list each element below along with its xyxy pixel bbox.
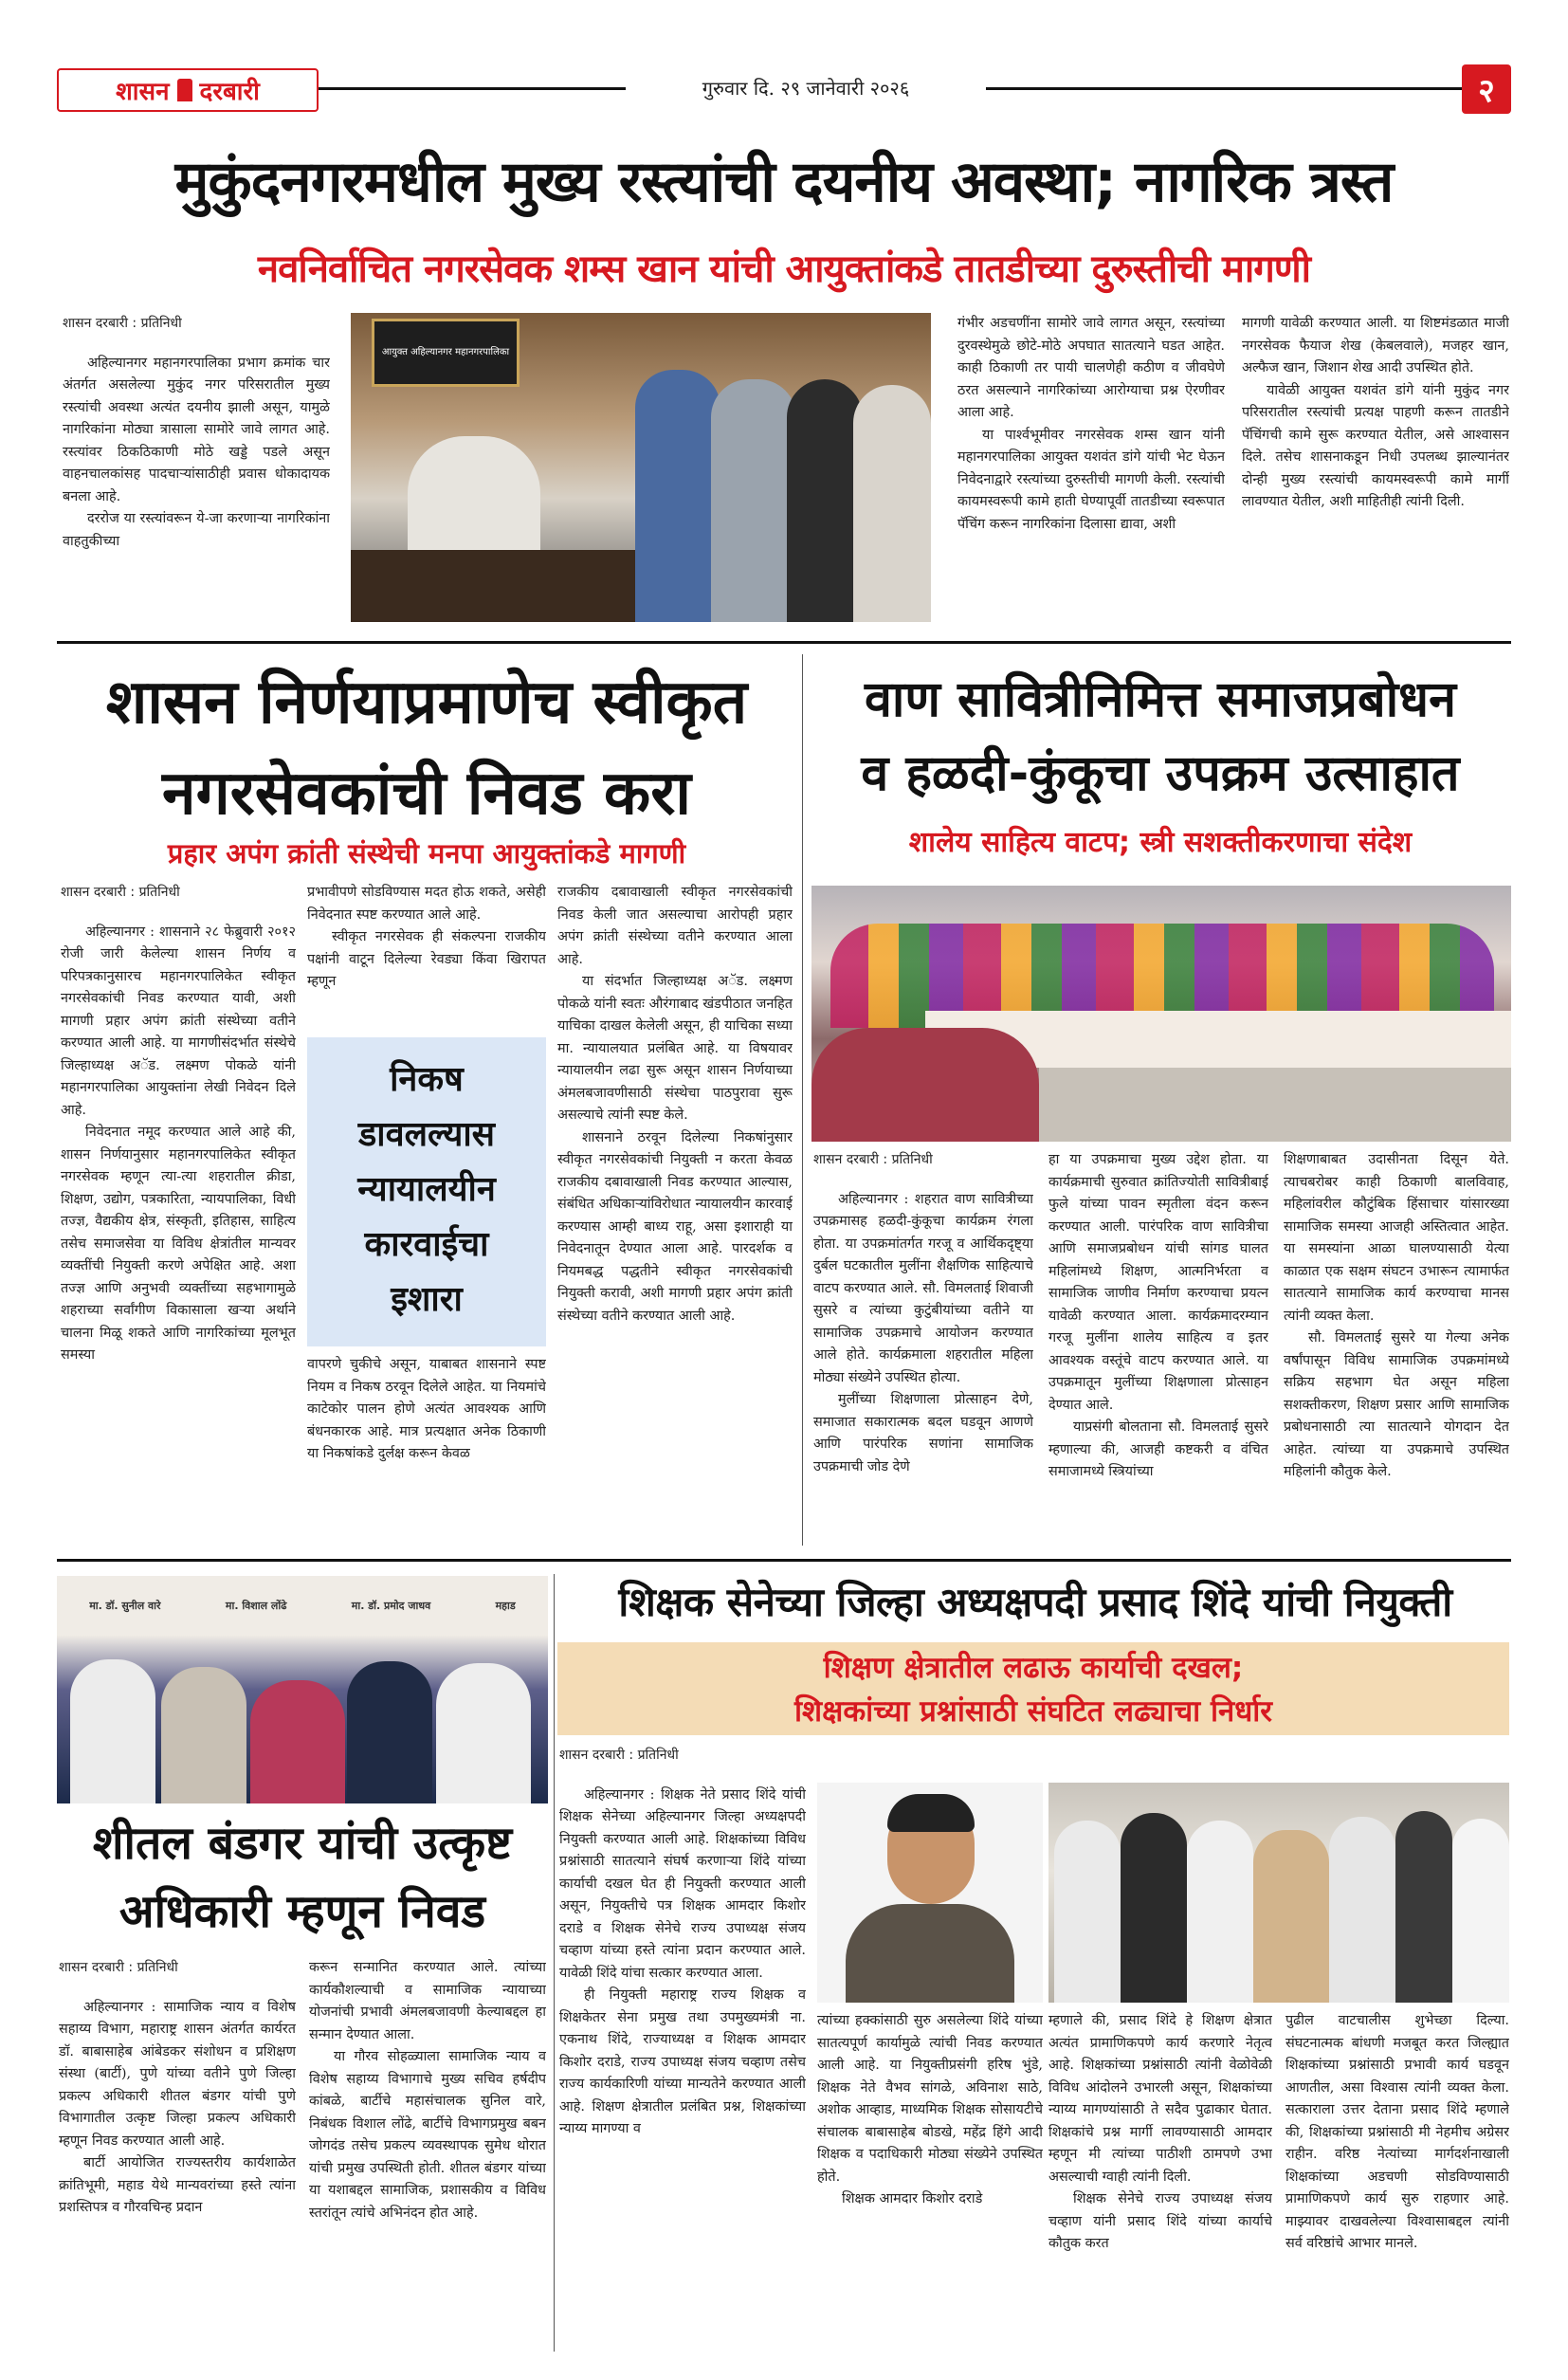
story3-headline-line2: व हळदी-कुंकूचा उपक्रम उत्साहात [861,745,1460,802]
page-number-badge [1462,64,1511,114]
story2-subhead: प्रहार अपंग क्रांती संस्थेची मनपा आयुक्तांकडे मागणी [167,837,686,870]
section-divider [57,1559,1511,1562]
office-nameplate: आयुक्त अहिल्यानगर महानगरपालिका [372,319,520,387]
group-figure [1329,1817,1395,2003]
story2-col2-top: प्रभावीपणे सोडविण्यास मदत होऊ शकते, असेही निवेदनात स्पष्ट करण्यात आले आहे. स्वीकृत नगरसेवक ही संकल्पना राजकीय पक्षांनी वाटून दिलेल्या रेवड्या किंवा खिरापत म्हणून [307,885,546,989]
awardee-figure [250,1680,345,1803]
brand-logo [57,68,319,112]
group-figure [1452,1819,1509,2003]
brand-left: शासन [116,78,170,106]
story3-subhead: शालेय साहित्य वाटप; स्त्री सशक्तीकरणाचा संदेश [908,826,1413,859]
story5-col2: त्यांच्या हक्कांसाठी सुरु असलेल्या शिंदे यांच्या सातत्यपूर्ण कार्यामुळे त्यांची निवड करण्यात आली आहे. या नियुक्तीप्रसंगी हरिष भुंडे, शिक्षक नेते वैभव सांगळे, अविनाश साठे, अशोक आव्हाड, माध्यमिक शिक्षक सोसायटीचे संचालक बाबासाहेब बोडखे, महेंद्र हिंगे आदी शिक्षक व पदाधिकारी मोठ्या संख्येने उपस्थित होते. शिक्षक आमदार किशोर दराडे [817,2013,1043,2206]
story1-col3: मागणी यावेळी करण्यात आली. या शिष्टमंडळात माजी नगरसेवक फैयाज शेख (केबलवाले), मजहर खान, अल्फैज खान, जिशान शेख आदी उपस्थित होते. यावेळी आयुक्त यशवंत डांगे यांनी मुकुंद नगर परिसरातील रस्त्यांची प्रत्यक्ष पाहणी करून तातडीने पॅचिंगची कामे सुरू करण्यात येतील, असे आश्वासन दिले. तसेच शासनाकडून निधी उपलब्ध झाल्यानंतर दोन्ही मुख्य रस्त्यांची कायमस्वरूपी कामे मार्गी लावण्यात येतील, अशी माहितीही त्यांनी दिली. [1242,316,1509,509]
group-figure [1054,1821,1121,2003]
story4-headline-line2: अधिकारी म्हणून निवड [119,1885,486,1938]
story3-byline: शासन दरबारी : प्रतिनिधी [813,1152,933,1167]
column-divider [802,654,803,1546]
story1-col1: शासन दरबारी : प्रतिनिधी अहिल्यानगर महानगरपालिका प्रभाग क्रमांक चार अंतर्गत असलेल्या मुकुंद नगर परिसरातील मुख्य रस्त्यांची अवस्था अत्यंत दयनीय झाली असून, यामुळे नागरिकांना मोठ्या त्रासाला सामोरे जावे लागत आहे. रस्त्यांवर ठिकठिकाणी मोठे खड्डे पडले असून वाहनचालकांसह पादचाऱ्यांसाठीही प्रवास धोकादायक बनला आहे. दररोज या रस्त्यांवरून ये-जा करणाऱ्या नागरिकांना वाहतुकीच्या [63,313,330,626]
portrait-hair [887,1794,975,1832]
group-figure [1395,1811,1452,2003]
story3-headline-line1: वाण सावित्रीनिमित्त समाजप्रबोधन [864,671,1457,728]
desk [351,550,664,622]
dignitary-figure [347,1661,432,1803]
story2-headline-line1: शासन निर्णयाप्रमाणेच स्वीकृत [105,668,748,738]
story5-subhead-line1: शिक्षण क्षेत्रातील लढाऊ कार्याची दखल; [823,1651,1244,1685]
story2-col3: राजकीय दबावाखाली स्वीकृत नगरसेवकांची निवड केली जात असल्याचा आरोपही प्रहार अपंग क्रांती संस्थेच्या वतीने करण्यात आला आहे. या संदर्भात जिल्हाध्यक्ष अॅड. लक्ष्मण पोकळे यांनी स्वतः औरंगाबाद खंडपीठात जनहित याचिका दाखल केलेली असून, ही याचिका सध्या मा. न्यायालयात प्रलंबित आहे. या विषयावर न्यायालयीन लढा सुरू असून शासन निर्णयाच्या अंमलबजावणीसाठी संस्थेचा पाठपुरावा सुरू असल्याचे त्यांनी स्पष्ट केले. शासनाने ठरवून दिलेल्या निकषांनुसार स्वीकृत नगरसेवकांची नियुक्ती न करता केवळ राजकीय दबावाखाली निवड करण्यात आल्यास, संबंधित अधिकाऱ्यांविरोधात न्यायालयीन कारवाई करण्यास आम्ही बाध्य राहू, असा इशाराही या निवेदनातून देण्यात आला आहे. पारदर्शक व नियमबद्ध पद्धतीने स्वीकृत नगरसेवकांची नियुक्ती करावी, अशी मागणी प्रहार अपंग क्रांती संस्थेच्या वतीने करण्यात आली आहे. [557,885,793,1324]
column-divider [554,1574,555,2352]
page-number: २ [1478,72,1495,110]
story3-photo [811,886,1511,1142]
dignitary-figure [161,1667,246,1803]
floor [1039,1068,1511,1142]
brand-right: दरबारी [199,78,260,106]
story5-col3: म्हणाले की, प्रसाद शिंदे हे शिक्षण क्षेत्रात अत्यंत प्रामाणिकपणे कार्य करणारे नेतृत्व आहे. शिक्षकांच्या प्रश्नांसाठी त्यांनी वेळोवेळी विविध आंदोलने उभारली असून, शिक्षकांच्या न्याय्य मागण्यांसाठी ते सदैव पुढाकार घेतात. शिक्षकांचे प्रश्न मार्गी लावण्यासाठी आमदार म्हणून मी त्यांच्या पाठीशी ठामपणे उभा असल्याची ग्वाही त्यांनी दिली. शिक्षक सेनेचे राज्य उपाध्यक्ष संजय चव्हाण यांनी प्रसाद शिंदे यांच्या कार्याचे कौतुक करत [1048,2013,1272,2251]
date-box [626,68,986,106]
masthead [57,64,1511,116]
story1-subhead: नवनिर्वाचित नगरसेवक शम्स खान यांची आयुक्तांकडे तातडीच्या दुरुस्तीची मागणी [257,247,1311,291]
group-figure [1187,1821,1253,2003]
story5-subhead-band [557,1642,1509,1735]
story5-byline: शासन दरबारी : प्रतिनिधी [559,1748,679,1763]
stage-banner: मा. डॉ. सुनील वारे मा. विशाल लोंढे मा. डॉ. प्रमोद जाधव महाड [89,1599,516,1612]
group-figure [1121,1813,1187,2003]
group-figure [1253,1830,1329,2003]
story2-byline: शासन दरबारी : प्रतिनिधी [61,885,180,900]
story4-byline: शासन दरबारी : प्रतिनिधी [59,1960,178,1975]
story5-headline: शिक्षक सेनेच्या जिल्हा अध्यक्षपदी प्रसाद शिंदे यांची नियुक्ती [618,1579,1452,1625]
group-figure [787,379,863,622]
story2-headline-line2: नगरसेवकांची निवड करा [162,759,691,829]
story5-col1: शासन दरबारी : प्रतिनिधी अहिल्यानगर : शिक्षक नेते प्रसाद शिंदे यांची शिक्षक सेनेच्या अहिल्यानगर जिल्हा अध्यक्षपदी नियुक्ती करण्यात आली आहे. शिक्षकांच्या विविध प्रश्नांसाठी सातत्याने संघर्ष करणाऱ्या शिंदे यांच्या कार्याची दखल घेत ही नियुक्ती करण्यात आली असून, नियुक्तीचे पत्र शिक्षक आमदार किशोर दराडे व शिक्षक सेनेचे राज्य उपाध्यक्ष संजय चव्हाण यांच्या हस्ते त्यांना प्रदान करण्यात आले. यावेळी शिंदे यांचा सत्कार करण्यात आला. ही नियुक्ती महाराष्ट्र राज्य शिक्षक व शिक्षकेतर सेना प्रमुख तथा उपमुख्यमंत्री ना. एकनाथ शिंदे, राज्याध्यक्ष व शिक्षक आमदार किशोर दराडे, राज्य उपाध्यक्ष संजय चव्हाण तसेच राज्य कार्यकारिणी यांच्या मान्यतेने करण्यात आली आहे. शिक्षण क्षेत्रातील प्रलंबित प्रश्न, शिक्षकांच्या न्याय्य मागण्या व [559,1745,806,2333]
group-figure [711,379,796,622]
story5-portrait [817,1783,1043,2003]
story5-subhead-line2: शिक्षकांच्या प्रश्नांसाठी संघटित लढ्याचा निर्धार [794,1694,1272,1729]
story1-photo [351,313,931,622]
story1-headline: मुकुंदनगरमधील मुख्य रस्त्यांची दयनीय अवस्था; नागरिक त्रस्त [174,149,1394,215]
story2-col1: शासन दरबारी : प्रतिनिधी अहिल्यानगर : शासनाने २८ फेब्रुवारी २०१२ रोजी जारी केलेल्या शासन निर्णय व परिपत्रकानुसारच महानगरपालिकेत स्वीकृत नगरसेवकांची निवड करण्यात यावी, अशी मागणी प्रहार अपंग क्रांती संस्थेच्या वतीने करण्यात आली आहे. या मागणीसंदर्भात संस्थेचे जिल्हाध्यक्ष अॅड. लक्ष्मण पोकळे यांनी महानगरपालिका आयुक्तांना लेखी निवेदन दिले आहे. निवेदनात नमूद करण्यात आले आहे की, शासन निर्णयानुसार महानगरपालिकेत स्वीकृत नगरसेवक म्हणून त्या-त्या शहरातील क्रीडा, शिक्षण, उद्योग, पत्रकारिता, न्यायपालिका, विधी तज्ज्ञ, वैद्यकीय क्षेत्र, संस्कृती, इतिहास, साहित्य तसेच समाजसेवा या विविध क्षेत्रांतील मान्यवर व्यक्तींची नियुक्ती करणे अपेक्षित आहे. अशा तज्ज्ञ आणि अनुभवी व्यक्तींच्या सहभागामुळे शहराच्या सर्वांगीण विकासाला खऱ्या अर्थाने चालना मिळू शकते आणि नागरिकांच्या मूलभूत समस्या [61,882,296,1546]
story4-col2: करून सन्मानित करण्यात आले. त्यांच्या कार्यकौशल्याची व सामाजिक न्यायाच्या योजनांची प्रभावी अंमलबजावणी केल्याबद्दल हा सन्मान देण्यात आला. या गौरव सोहळ्याला सामाजिक न्याय व विशेष सहाय्य विभागाचे मुख्य सचिव हर्षदीप कांबळे, बार्टीचे महासंचालक सुनिल वारे, निबंधक विशाल लोंढे, बार्टीचे विभागप्रमुख बबन जोगदंड तसेच प्रकल्प व्यवस्थापक सुमेध थोरात यांची प्रमुख उपस्थिती होती. शीतल बंडगर यांच्या या यशाबद्दल सामाजिक, प्रशासकीय व विविध स्तरांतून त्यांचे अभिनंदन होत आहे. [309,1960,546,2221]
portrait-body [846,1904,1014,2003]
story5-col4: पुढील वाटचालीस शुभेच्छा दिल्या. संघटनात्मक बांधणी मजबूत करत जिल्ह्यात शिक्षकांच्या प्रश्नांसाठी प्रभावी कार्य घडवून आणतील, असा विश्वास त्यांनी व्यक्त केला. सत्काराला उत्तर देताना प्रसाद शिंदे म्हणाले की, शिक्षकांच्या प्रश्नांसाठी मी नेहमीच अग्रेसर राहीन. वरिष्ठ नेत्यांच्या मार्गदर्शनाखाली शिक्षकांच्या अडचणी सोडविण्यासाठी प्रामाणिकपणे कार्य सुरु राहणार आहे. माझ्यावर दाखवलेल्या विश्वासाबद्दल त्यांनी सर्व वरिष्ठांचे आभार मानले. [1285,2013,1509,2251]
story2-pullquote: निकष डावलल्यास न्यायालयीन कारवाईचा इशारा [307,1037,546,1346]
story3-col2: हा या उपक्रमाचा मुख्य उद्देश होता. या कार्यक्रमाची सुरुवात क्रांतिज्योती सावित्रीबाई फुले यांच्या पावन स्मृतीला वंदन करून करण्यात आली. पारंपरिक वाण सावित्रीचा आणि समाजप्रबोधन यांची सांगड घालत महिलांमध्ये शिक्षण, आत्मनिर्भरता व सामाजिक जाणीव निर्माण करण्याचा प्रयत्न यावेळी करण्यात आला. कार्यक्रमादरम्यान गरजू मुलींना शालेय साहित्य व इतर आवश्यक वस्तूंचे वाटप करण्यात आले. या उपक्रमातून मुलींच्या शिक्षणाला प्रोत्साहन देण्यात आले. याप्रसंगी बोलताना सौ. विमलताई सुसरे म्हणाल्या की, आजही कष्टकरी व वंचित समाजामध्ये स्त्रियांच्या [1048,1152,1268,1479]
story4-photo [57,1576,548,1803]
seated-women [811,1028,1039,1142]
dignitary-figure [436,1663,531,1803]
section-divider [57,641,1511,644]
story4-headline-line1: शीतल बंडगर यांची उत्कृष्ट [92,1817,513,1870]
story4-col1: शासन दरबारी : प्रतिनिधी अहिल्यानगर : सामाजिक न्याय व विशेष सहाय्य विभाग, महाराष्ट्र शासन अंतर्गत कार्यरत डॉ. बाबासाहेब आंबेडकर संशोधन व प्रशिक्षण संस्था (बार्टी), पुणे यांच्या वतीने पुणे जिल्हा प्रकल्प अधिकारी शीतल बंडगर यांची पुणे विभागातील उत्कृष्ट जिल्हा प्रकल्प अधिकारी म्हणून निवड करण्यात आली आहे. बार्टी आयोजित राज्यस्तरीय कार्यशाळेत क्रांतिभूमी, महाड येथे मान्यवरांच्या हस्ते त्यांना प्रशस्तिपत्र व गौरवचिन्ह प्रदान [59,1957,296,2336]
group-figure [635,370,720,622]
issue-date: गुरुवार दि. २९ जानेवारी २०२६ [702,76,910,100]
group-figure [853,385,931,622]
story3-col3: शिक्षणाबाबत उदासीनता दिसून येते. त्याचबरोबर काही ठिकाणी बालविवाह, महिलांवरील कौटुंबिक हिंसाचार यांसारख्या सामाजिक समस्या आजही अस्तित्वात आहेत. या समस्यांना आळा घालण्यासाठी येत्या काळात एक सक्षम संघटन उभारून त्यामार्फत सातत्याने सामाजिक कार्य करण्याचा मानस त्यांनी व्यक्त केला. सौ. विमलताई सुसरे या गेल्या अनेक वर्षांपासून विविध सामाजिक उपक्रमांमध्ये सक्रिय सहभाग घेत असून महिला सशक्तीकरण, शिक्षण प्रसार आणि सामाजिक प्रबोधनासाठी त्या सातत्याने योगदान देत आहेत. त्यांच्या या उपक्रमाचे उपस्थित महिलांनी कौतुक केले. [1284,1152,1509,1479]
emblem-icon [177,79,192,101]
dignitary-figure [70,1659,155,1803]
story3-col1: शासन दरबारी : प्रतिनिधी अहिल्यानगर : शहरात वाण सावित्रीच्या उपक्रमासह हळदी-कुंकूचा कार्यक्रम रंगला होता. या उपक्रमांतर्गत गरजू व आर्थिकदृष्ट्या दुर्बल घटकातील मुलींना शैक्षणिक साहित्याचे वाटप करण्यात आले. सौ. विमलताई शिवाजी सुसरे व त्यांच्या कुटुंबीयांच्या वतीने या सामाजिक उपक्रमाचे आयोजन करण्यात आले होते. कार्यक्रमाला शहरातील महिला मोठ्या संख्येने उपस्थित होत्या. मुलींच्या शिक्षणाला प्रोत्साहन देणे, समाजात सकारात्मक बदल घडवून आणणे आणि पारंपरिक सणांना सामाजिक उपक्रमाची जोड देणे [813,1149,1033,1547]
story2-col2-bottom: वापरणे चुकीचे असून, याबाबत शासनाने स्पष्ट नियम व निकष ठरवून दिलेले आहेत. या नियमांचे काटेकोर पालन होणे अत्यंत आवश्यक आणि बंधनकारक आहे. मात्र प्रत्यक्षात अनेक ठिकाणी या निकषांकडे दुर्लक्ष करून केवळ [307,1357,546,1461]
story5-group-photo [1048,1783,1509,2003]
story1-byline: शासन दरबारी : प्रतिनिधी [63,316,182,331]
story1-col2: गंभीर अडचणींना सामोरे जावे लागत असून, रस्त्यांच्या दुरवस्थेमुळे छोटे-मोठे अपघात सातत्याने घडत आहेत. काही ठिकाणी तर पायी चालणेही कठीण व जीवघेणे ठरत असल्याने नागरिकांच्या आरोग्याचा प्रश्न ऐरणीवर आला आहे. या पार्श्वभूमीवर नगरसेवक शम्स खान यांनी महानगरपालिका आयुक्त यशवंत डांगे यांची भेट घेऊन निवेदनाद्वारे रस्त्यांच्या दुरुस्तीची मागणी केली. रस्त्यांची कायमस्वरूपी कामे हाती घेण्यापूर्वी तातडीच्या स्वरूपात पॅचिंग करून नागरिकांना दिलासा द्यावा, अशी [957,316,1225,532]
